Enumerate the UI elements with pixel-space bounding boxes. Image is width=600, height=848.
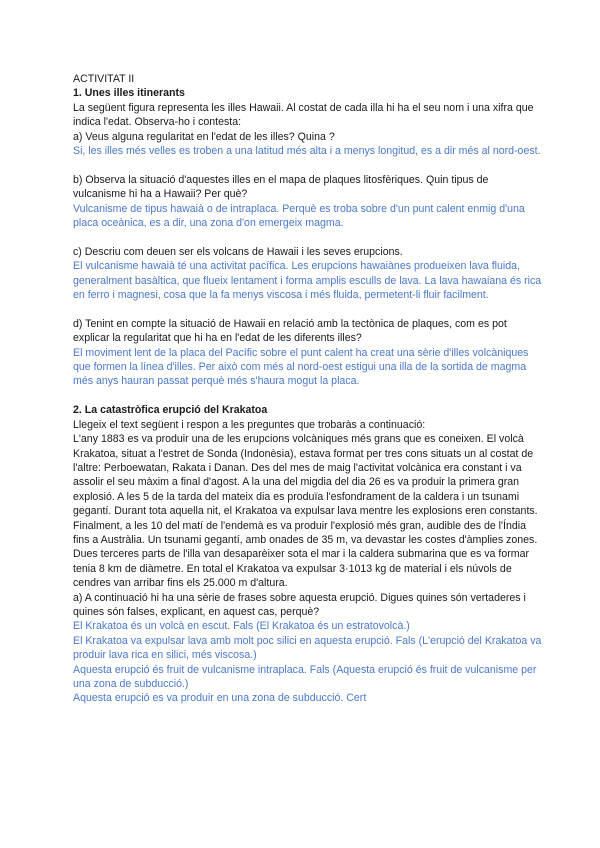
question-d: d) Tenint en compte la situació de Hawaii en relació amb la tectònica de plaques, com es pot explicar la regularitat que hi ha en l'edat de les diferents illes?: [73, 317, 507, 345]
answer-c: El vulcanisme hawaià té una activitat pacífica. Les erupcions hawaiànes produeixen lava fluida, generalment basàltica, que flueix lentament i forma amplis esculls de lava. La lava hawaiana és rica en ferro i magnesi, cosa que la fa menys viscosa i més fluida, permetent-li fluir facilment.: [73, 260, 542, 302]
tf-answer-2: El Krakatoa va expulsar lava amb molt poc silici en aquesta erupció. Fals (L'erupció del Krakatoa va produir lava rica en silici, més viscosa.): [73, 634, 542, 662]
tf-answer-4: Aquesta erupció es va produir en una zona de subducció. Cert: [73, 692, 367, 705]
answer-a: Si, les illes més velles es troben a una latitud més alta i a menys longitud, es a dir més al nord-oest.: [73, 145, 541, 158]
section2-question-a: a) A continuació hi ha una sèrie de frases sobre aquesta erupció. Digues quines són vertaderes i quines són falses, explicant, en aquest cas, perquè?: [73, 591, 526, 618]
tf-answer-3: Aquesta erupció és fruit de vulcanisme intraplaca. Fals (Aquesta erupció és fruit de vulcanisme per una zona de subducció.): [73, 663, 537, 690]
activity-title: ACTIVITAT II: [73, 73, 135, 85]
question-a: a) Veus alguna regularitat en l'edat de les illes? Quina ?: [73, 130, 335, 143]
spacer: [73, 302, 543, 316]
section2-heading: 2. La catastròfica erupció del Krakatoa: [73, 404, 268, 417]
section1-intro: La següent figura representa les illes Hawaii. Al costat de cada illa hi ha el seu nom i una xifra que indica l'edat. Observa-ho i contesta:: [73, 101, 534, 129]
document-page: [73, 72, 543, 706]
tf-answer-1: El Krakatoa és un volcà en escut. Fals (El Krakatoa és un estratovolcà.): [73, 620, 410, 633]
question-c: c) Descriu com deuen ser els volcans de Hawaii i les seves erupcions.: [73, 245, 403, 258]
spacer: [73, 230, 543, 244]
question-b: b) Observa la situació d'aquestes illes en el mapa de plaques litosfèriques. Quin tipus de vulcanisme hi ha a Hawaii? Per què?: [73, 173, 489, 201]
section1-heading: 1. Unes illes itinerants: [73, 87, 185, 100]
answer-d: El moviment lent de la placa del Pacífic sobre el punt calent ha creat una sèrie d'illes volcàniques que formen la línea d'illes. Per això com més al nord-oest estigui una illa de la sortida de magma més anys hauran passat perquè més s'haura mogut la placa.: [73, 346, 529, 388]
section2-intro: Llegeix el text següent i respon a les preguntes que trobaràs a continuació:: [73, 418, 426, 431]
spacer: [73, 158, 543, 172]
spacer: [73, 389, 543, 403]
krakatoa-text: L'any 1883 es va produir una de les erupcions volcàniques més grans que es coneixen. El volcà Krakatoa, situat a l'estret de Sonda (Indonèsia), estava format per tres cons situats un al costat de l'altre: Perboewatan, Rakata i Danan. Des del mes de maig l'activitat volcànica era constant i va assolir el seu màxim a final d'agost. A la una del migdia del dia 26 es va produir la primera gran explosió. A les 5 de la tarda del mateix dia es produïa l'esfondrament de la caldera i un tsunami gegantí. Durant tota aquella nit, el Krakatoa va expulsar lava mentre les explosions eren constants. Finalment, a les 10 del matí de l'endemà es va produir l'explosió més gran, audible des de l'Índia fins a Austràlia. Un tsunami gegantí, amb onades de 35 m, va devastar les costes d'àmplies zones. Dues terceres parts de l'illa van desaparèixer sota el mar i la caldera submarina que es va formar tenia 8 km de diàmetre. En total el Krakatoa va expulsar 3·1013 kg de material i els núvols de cendres van arribar fins els 25.000 m d'altura.: [73, 433, 538, 590]
answer-b: Vulcanisme de tipus hawaià o de intraplaca. Perquè es troba sobre d'un punt calent enmig d'una placa oceànica, es a dir, una zona d'on emergeix magma.: [73, 202, 525, 230]
